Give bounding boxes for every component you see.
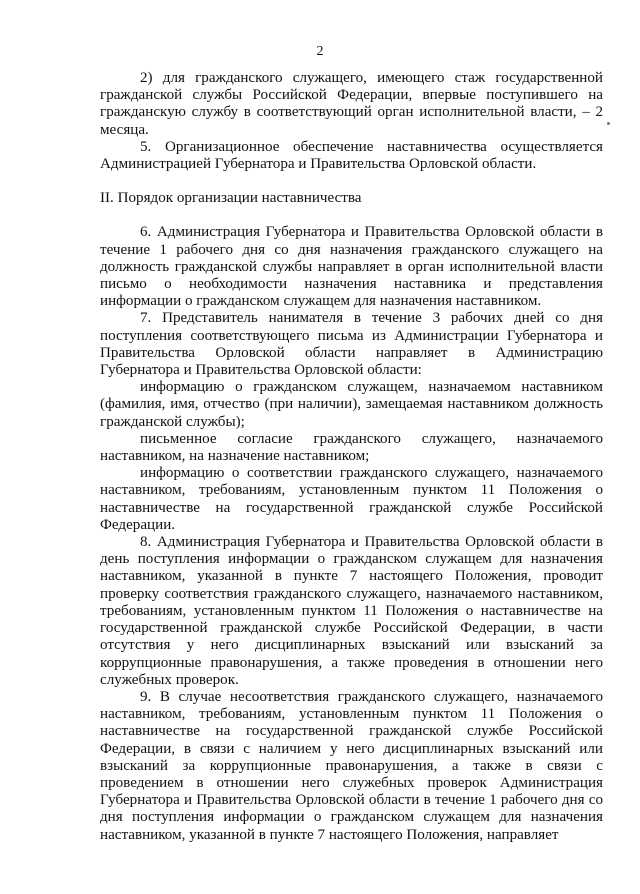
page-body [100,70,603,844]
paragraph-point-9: 9. В случае несоответствия гражданского служащего, назначаемого наставником, требованиям, установленным пунктом 11 Положения о наставничестве на государственной гражданской службе Российской Федерации, в связи с наличием у него дисциплинарных взысканий или взысканий за коррупционные правонарушения, а также в связи с проведением в отношении него служебных проверок Администрация Губернатора и Правительства Орловской области в течение 1 рабочего дня со дня поступления информации о гражданском служащем для назначения наставником, указанной в пункте 7 настоящего Положения, направляет [100,688,603,843]
paragraph-point-6: 6. Администрация Губернатора и Правительства Орловской области в течение 1 рабочего дня со дня назначения гражданского служащего на должность гражданской службы направляет в орган исполнительной власти письмо о необходимости назначения наставника и представления информации о гражданском служащем для назначения наставником. [100,224,603,310]
paragraph-point-7: 7. Представитель нанимателя в течение 3 рабочих дней со дня поступления соответствующего письма из Администрации Губернатора и Правительства Орловской области направляет в Администрацию Губернатора и Правительства Орловской области: [100,310,603,379]
paragraph-item-2: 2) для гражданского служащего, имеющего стаж государственной гражданской службы Российской Федерации, впервые поступившего на гражданскую службу в соответствующий орган исполнительной власти, – 2 месяца. [100,70,603,138]
section-heading: II. Порядок организации наставничества [100,190,362,207]
paragraph-point-7-consent: письменное согласие гражданского служащего, назначаемого наставником, на назначение наставником; [100,430,603,465]
scan-speck [607,122,610,125]
paragraph-point-7-compliance: информацию о соответствии гражданского служащего, назначаемого наставником, требованиям, установленным пунктом 11 Положения о наставничестве на государственной гражданской службе Российской Федерации. [100,465,603,533]
paragraph-point-5: 5. Организационное обеспечение наставничества осуществляется Администрацией Губернатора и Правительства Орловской области. [100,138,603,173]
page-number: 2 [316,44,324,59]
paragraph-point-8: 8. Администрация Губернатора и Правительства Орловской области в день поступления информации о гражданском служащем для назначения наставником, указанной в пункте 7 настоящего Положения, проводит проверку соответствия гражданского служащего, назначаемого наставником, требованиям, установленным пунктом 11 Положения о наставничестве на государственной гражданской службе Российской Федерации, в части отсутствия у него дисциплинарных взысканий или взысканий за коррупционные правонарушения, а также проведения в отношении него служебных проверок. [100,534,603,688]
paragraph-point-7-info: информацию о гражданском служащем, назначаемом наставником (фамилия, имя, отчество (при наличии), замещаемая наставником должность гражданской службы); [100,379,603,430]
